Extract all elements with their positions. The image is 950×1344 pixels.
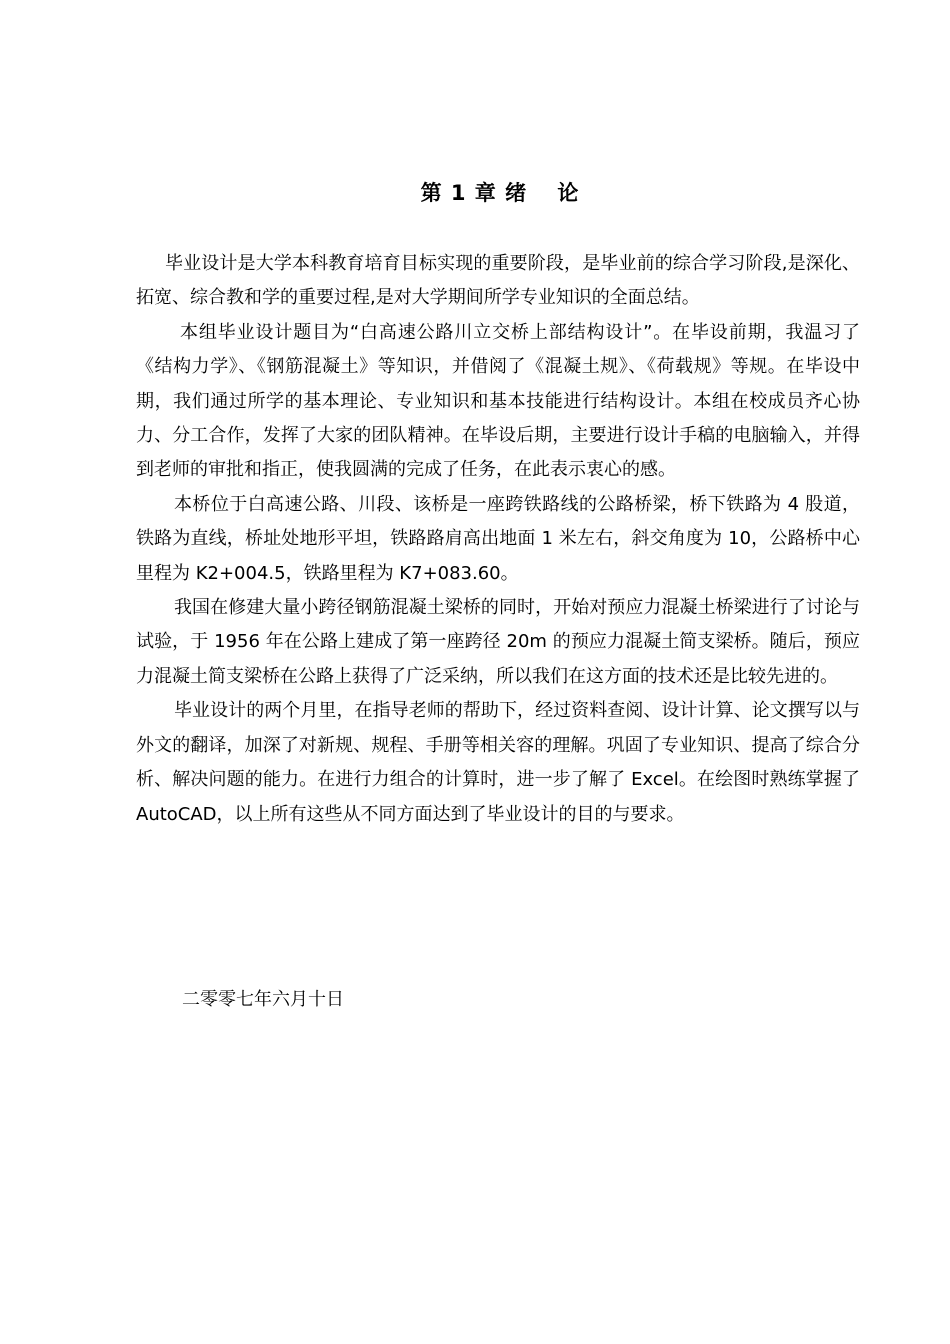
paragraph-bridge-location: 本桥位于白高速公路、川段、该桥是一座跨铁路线的公路桥梁，桥下铁路为 4 股道，铁路为直线，桥址处地形平坦，铁路路肩高出地面 1 米左右，斜交角度为 10，公路桥中心里程为 K2+004.5，铁路里程为 K7+083.60。 xyxy=(136,493,860,584)
paragraph-intro: 毕业设计是大学本科教育培育目标实现的重要阶段，是毕业前的综合学习阶段,是深化、拓宽、综合教和学的重要过程,是对大学期间所学专业知识的全面总结。 xyxy=(136,253,860,309)
paragraph-history: 我国在修建大量小跨径钢筋混凝土梁桥的同时，开始对预应力混凝土桥梁进行了讨论与试验，于 1956 年在公路上建成了第一座跨径 20m 的预应力混凝土简支梁桥。随后，预应力混凝土简支梁桥在公路上获得了广泛采纳，所以我们在这方面的技术还是比较先进的。 xyxy=(136,597,860,687)
chapter-title: 第 1 章 绪 论 xyxy=(420,181,580,205)
paragraph-summary: 毕业设计的两个月里，在指导老师的帮助下，经过资料查阅、设计计算、论文撰写以与外文的翻译，加深了对新规、规程、手册等相关容的理解。巩固了专业知识、提高了综合分析、解决问题的能力。在进行力组合的计算时，进一步了解了 Excel。在绘图时熟练掌握了 AutoCAD，以上所有这些从不同方面达到了毕业设计的目的与要求。 xyxy=(136,700,860,825)
date-line: 二零零七年六月十日 xyxy=(182,989,344,1010)
body-text xyxy=(136,247,860,832)
paragraph-topic: 本组毕业设计题目为“白高速公路川立交桥上部结构设计”。在毕设前期，我温习了《结构力学》、《钢筋混凝土》等知识，并借阅了《混凝土规》、《荷载规》等规。在毕设中期，我们通过所学的基本理论、专业知识和基本技能进行结构设计。本组在校成员齐心协力、分工合作，发挥了大家的团队精神。在毕设后期，主要进行设计手稿的电脑输入，并得到老师的审批和指正，使我圆满的完成了任务，在此表示衷心的感。 xyxy=(136,321,860,481)
